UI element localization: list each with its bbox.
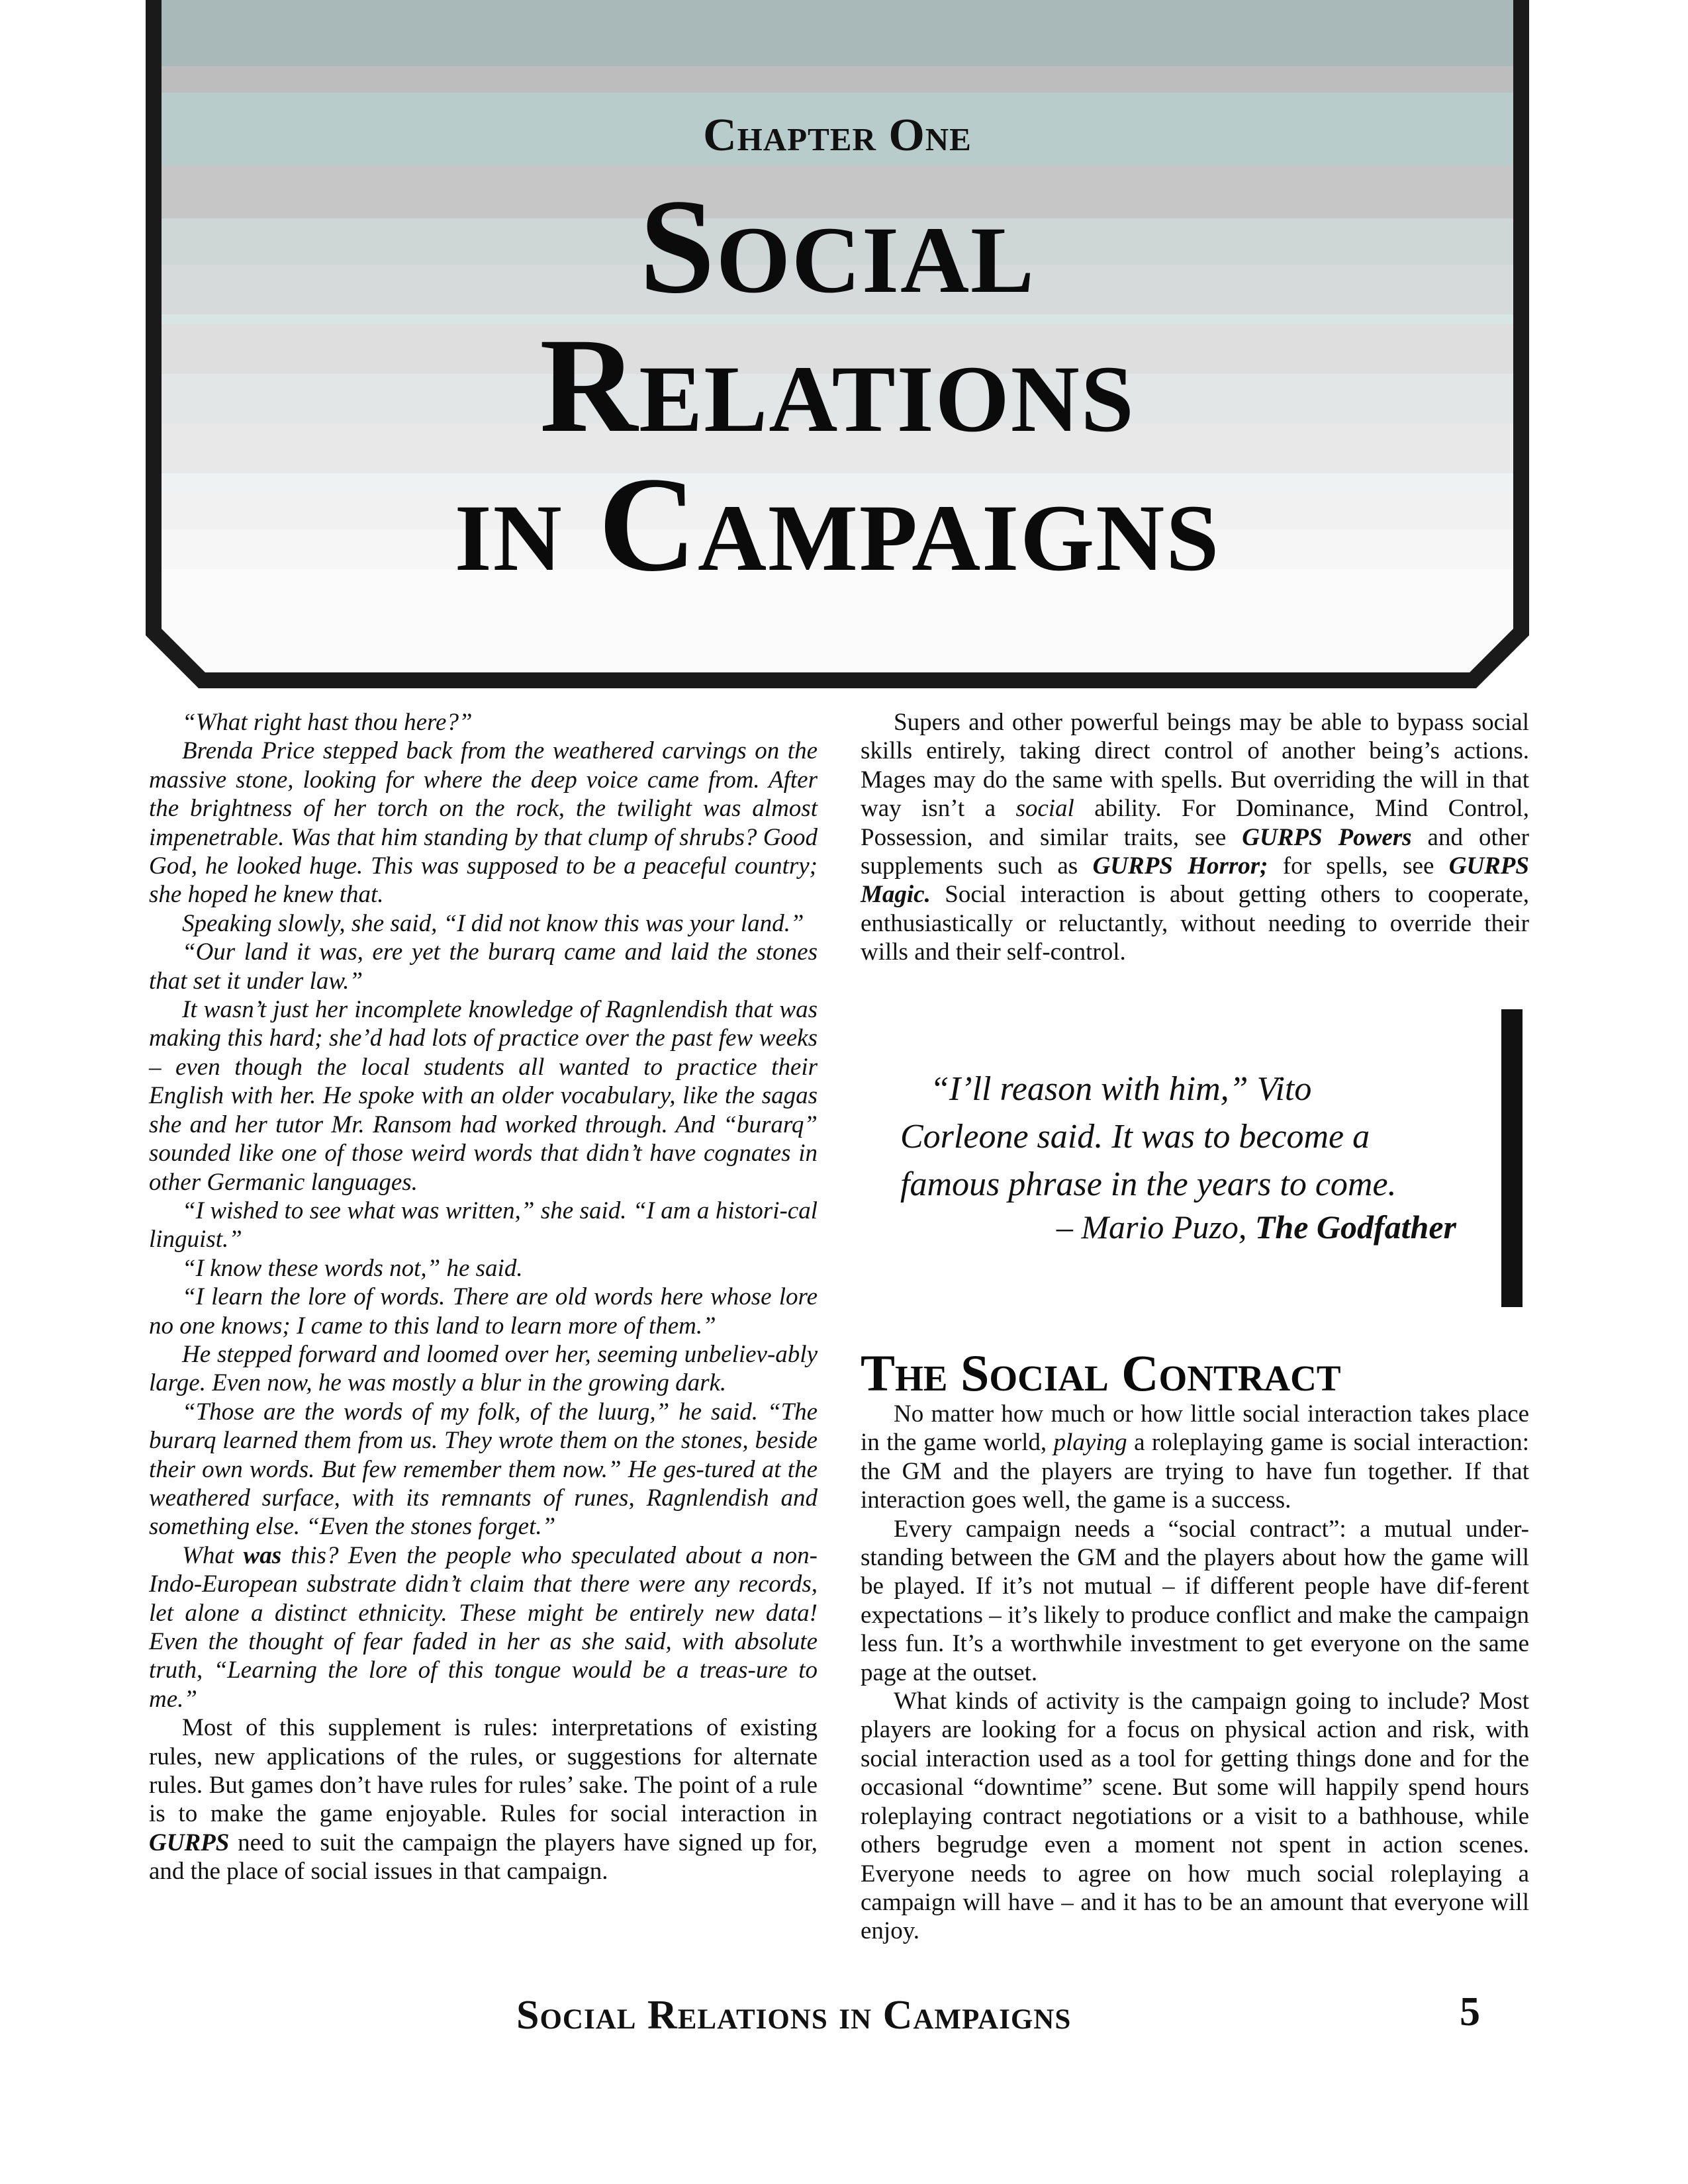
rules-intro-paragraph: Most of this supplement is rules: interpretations of existing rules, new applications of the rules, or suggestions for alternate rules. But games don’t have rules for rules’ sake. The point of a rule is to make the game enjoyable. Rules for social interaction in GURPS need to suit the campaign the players have signed up for, and the place of social issues in that campaign. <box>149 1714 818 1886</box>
quote-work-title: The Godfather <box>1254 1208 1456 1246</box>
quote-text <box>900 1066 1470 1208</box>
chapter-label: Chapter One <box>703 110 972 161</box>
fiction-paragraph: “I know these words not,” he said. <box>182 1254 523 1282</box>
emphasis-was: was <box>243 1541 282 1569</box>
fiction-paragraph: “What right hast thou here?” <box>182 709 473 736</box>
section-paragraph: What kinds of activity is the campaign going to include? Most players are looking for a focus on physical action and risk, with social interaction used as a tool for getting things done and for the occasional “downtime” scene. But some will happily spend hours roleplaying contract negotiations or a visit to a bathhouse, while others begrudge even a moment not spent in action scenes. Everyone needs to agree on how much social roleplaying a campaign will have – and it has to be an amount that everyone will enjoy. <box>861 1688 1529 1945</box>
fiction-passage <box>149 708 818 1713</box>
fiction-paragraph: Brenda Price stepped back from the weathered carvings on the massive stone, looking for where the deep voice came from. After the brightness of her torch on the rock, the twilight was almost impenetrable. Was that him standing by that clump of shrubs? Good God, he looked huge. This was supposed to be a peaceful country; she hoped he knew that. <box>149 737 818 909</box>
section-paragraph: No matter how much or how little social interaction takes place in the game world, playing a roleplaying game is social interaction: the GM and the players are trying to have fun together. If that interaction goes well, the game is a success. <box>861 1400 1529 1514</box>
chapter-title-line-3: in Campaigns <box>454 449 1221 600</box>
pull-quote <box>861 1009 1523 1307</box>
left-column <box>149 708 818 1886</box>
quote-side-bar <box>1501 1009 1523 1307</box>
chapter-banner <box>146 0 1529 688</box>
section-paragraph: Every campaign needs a “social contract”: a mutual under-standing between the GM and the players about how the game will be played. If it’s not mutual – if different people have dif-ferent expectations – it’s likely to produce conflict and make the campaign less fun. It’s a worthwhile investment to get everyone on the same page at the outset. <box>861 1515 1529 1686</box>
chapter-title-line-1: Social <box>639 171 1036 322</box>
fiction-paragraph: It wasn’t just her incomplete knowledge of Ragnlendish that was making this hard; she’d had lots of practice over the past few weeks – even though the local students all wanted to practice their English with her. He spoke with an older vocabulary, like the sagas she and her tutor Mr. Ransom had worked through. And “burarq” sounded like one of those weird words that didn’t have cognates in other Germanic languages. <box>149 996 818 1196</box>
quote-attribution: – Mario Puzo, The Godfather <box>1056 1208 1456 1246</box>
fiction-paragraph: “I wished to see what was written,” she said. “I am a histori-cal linguist.” <box>149 1197 818 1253</box>
fiction-paragraph: Speaking slowly, she said, “I did not know this was your land.” <box>182 909 804 937</box>
quote-line: famous phrase in the years to come. <box>900 1165 1397 1203</box>
fiction-paragraph: “Our land it was, ere yet the burarq came and laid the stones that set it under law.” <box>149 938 818 995</box>
fiction-paragraph: He stepped forward and loomed over her, seeming unbeliev-ably large. Even now, he was mostly a blur in the growing dark. <box>149 1340 818 1397</box>
page-number: 5 <box>1460 1989 1480 2034</box>
right-column-top <box>861 708 1529 967</box>
supers-paragraph: Supers and other powerful beings may be able to bypass social skills entirely, taking direct control of another being’s actions. Mages may do the same with spells. But overriding the will in that way isn’t a social ability. For Dominance, Mind Control, Possession, and similar traits, see GURPS Powers and other supplements such as GURPS Horror; for spells, see GURPS Magic. Social interaction is about getting others to cooperate, enthusiastically or reluctantly, without needing to override their wills and their self-control. <box>861 709 1529 966</box>
gurps-emphasis: GURPS <box>149 1829 230 1856</box>
quote-line: “I’ll reason with him,” Vito <box>930 1070 1312 1108</box>
social-contract-section <box>861 1400 1529 1946</box>
section-heading: The Social Contract <box>861 1344 1341 1402</box>
gurps-horror-ref: GURPS Horror; <box>1092 852 1268 880</box>
fiction-paragraph: “I learn the lore of words. There are old words here whose lore no one knows; I came to this land to learn more of them.” <box>149 1283 818 1340</box>
gurps-powers-ref: GURPS Powers <box>1242 823 1412 851</box>
fiction-paragraph: “Those are the words of my folk, of the luurg,” he said. “The burarq learned them from us. They wrote them on the stones, beside their own words. But few remember them now.” He ges-tured at the weathered surface, with its remnants of runes, Ragnlendish and something else. “Even the stones forget.” <box>149 1398 818 1541</box>
chapter-title <box>146 171 1529 600</box>
quote-line: Corleone said. It was to become a <box>900 1118 1370 1156</box>
gurps-magic-ref: GURPS Magic. <box>861 852 1529 909</box>
fiction-paragraph: What was this? Even the people who speculated about a non-Indo-European substrate didn’t claim that there were any records, let alone a distinct ethnicity. These might be entirely new data! Even the thought of fear faded in her as she said, with absolute truth, “Learning the lore of this tongue would be a treas-ure to me.” <box>149 1541 818 1713</box>
running-footer-title: Social Relations in Campaigns <box>516 1993 1072 2038</box>
chapter-title-line-2: Relations <box>539 310 1135 461</box>
